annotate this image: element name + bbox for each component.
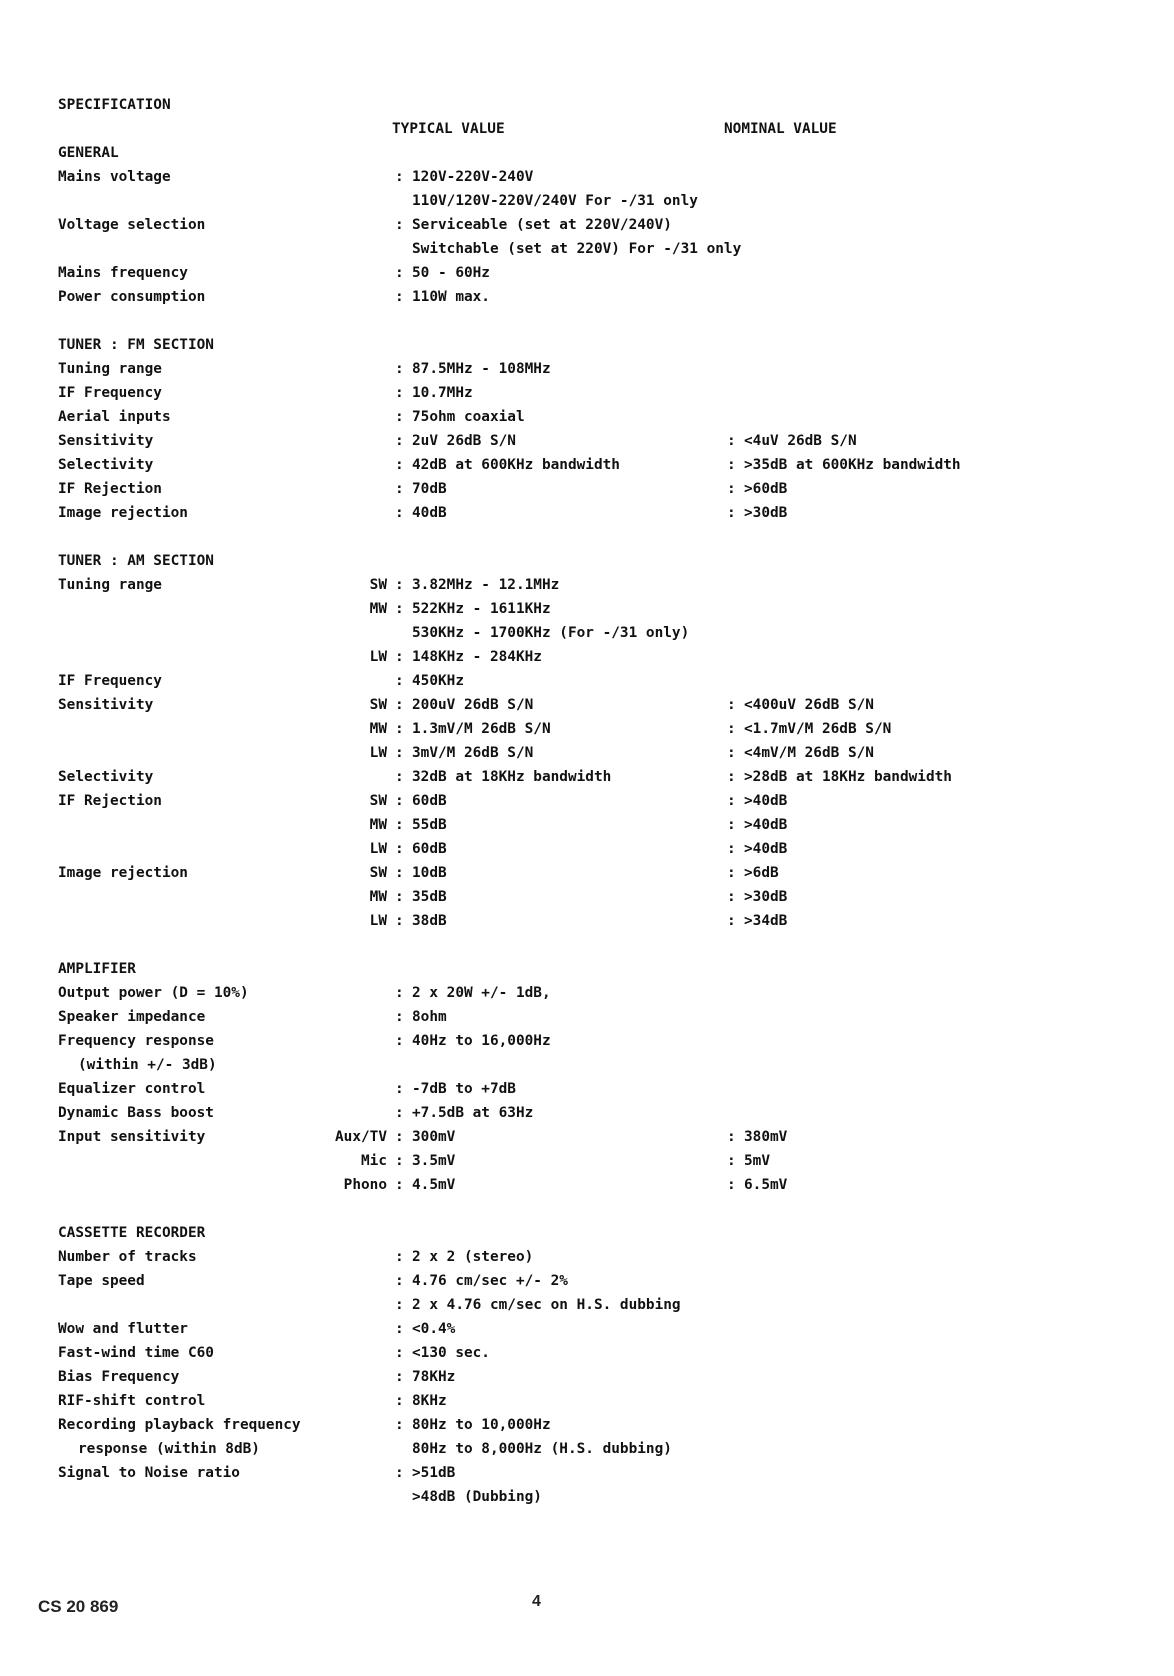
colon: : [395,1417,404,1433]
fm-heading-row [0,333,1174,357]
section-heading: GENERAL [58,145,119,161]
spec-label: IF Rejection [58,793,162,809]
typical-value: 1.3mV/M 26dB S/N [412,721,551,737]
colon: : [395,865,404,881]
colon: : [395,481,404,497]
colon: : [395,793,404,809]
spec-row [0,1317,1174,1341]
band-label: LW [369,649,387,665]
band-label: SW [369,865,387,881]
spec-label: Image rejection [58,865,188,881]
typical-value: Switchable (set at 220V) For -/31 only [412,241,742,257]
spec-label: Recording playback frequency [58,1417,301,1433]
band-label: LW [369,745,387,761]
typical-value: 80Hz to 8,000Hz (H.S. dubbing) [412,1441,672,1457]
spec-row [0,621,1174,645]
typical-value: >48dB (Dubbing) [412,1489,542,1505]
typical-value: 10dB [412,865,447,881]
colon: : [727,889,736,905]
section-heading: TUNER : AM SECTION [58,553,214,569]
spec-row [0,597,1174,621]
typical-value: 75ohm coaxial [412,409,525,425]
nominal-value-header: NOMINAL VALUE [724,121,837,137]
colon: : [727,841,736,857]
colon: : [727,1153,736,1169]
spec-label-continued: response (within 8dB) [78,1441,260,1457]
spec-label: Mains voltage [58,169,171,185]
input-label: Aux/TV [335,1129,387,1145]
general-heading-row [0,141,1174,165]
colon: : [395,913,404,929]
spec-row [0,789,1174,813]
colon: : [395,1465,404,1481]
colon: : [727,793,736,809]
typical-value: Serviceable (set at 220V/240V) [412,217,672,233]
spec-row [0,693,1174,717]
colon: : [395,169,404,185]
nominal-value: 5mV [744,1153,770,1169]
typical-value: 2 x 20W +/- 1dB, [412,985,551,1001]
nominal-value: <400uV 26dB S/N [744,697,874,713]
spec-row [0,477,1174,501]
colon: : [395,841,404,857]
colon: : [727,457,736,473]
spec-row [0,237,1174,261]
band-label: MW [369,817,387,833]
nominal-value: >60dB [744,481,788,497]
typical-value: +7.5dB at 63Hz [412,1105,534,1121]
colon: : [395,1009,404,1025]
typical-value: 42dB at 600KHz bandwidth [412,457,620,473]
typical-value: 60dB [412,793,447,809]
spec-row [0,1413,1174,1437]
spec-row [0,429,1174,453]
colon: : [395,217,404,233]
spec-row [0,813,1174,837]
spec-row [0,1125,1174,1149]
colon: : [727,1129,736,1145]
spec-label: IF Rejection [58,481,162,497]
typical-value: 70dB [412,481,447,497]
spec-label: Fast-wind time C60 [58,1345,214,1361]
nominal-value: <4mV/M 26dB S/N [744,745,874,761]
spec-row [0,1389,1174,1413]
spec-label: Number of tracks [58,1249,197,1265]
spec-row [0,405,1174,429]
typical-value: 87.5MHz - 108MHz [412,361,551,377]
typical-value: <0.4% [412,1321,456,1337]
spec-row [0,165,1174,189]
colon: : [727,865,736,881]
spec-row [0,1365,1174,1389]
typical-value: 450KHz [412,673,464,689]
colon: : [727,817,736,833]
spec-label: Aerial inputs [58,409,171,425]
band-label: MW [369,721,387,737]
spec-row [0,669,1174,693]
typical-value: >51dB [412,1465,456,1481]
colon: : [395,1081,404,1097]
spec-label: Mains frequency [58,265,188,281]
spec-label: Image rejection [58,505,188,521]
typical-value: 3.82MHz - 12.1MHz [412,577,560,593]
spec-label: Output power (D = 10%) [58,985,249,1001]
spec-label: Bias Frequency [58,1369,180,1385]
colon: : [395,385,404,401]
colon: : [395,985,404,1001]
spec-label: Wow and flutter [58,1321,188,1337]
am-heading-row [0,549,1174,573]
page-number: 4 [532,1593,541,1610]
typical-value-header: TYPICAL VALUE [392,121,505,137]
spec-row [0,1077,1174,1101]
cassette-heading-row [0,1221,1174,1245]
typical-value: 35dB [412,889,447,905]
spec-row [0,1053,1174,1077]
spec-row [0,1005,1174,1029]
spec-row [0,1149,1174,1173]
spec-label: IF Frequency [58,673,162,689]
spec-row [0,1101,1174,1125]
section-heading: CASSETTE RECORDER [58,1225,206,1241]
colon: : [395,673,404,689]
spec-row [0,285,1174,309]
typical-value: 50 - 60Hz [412,265,490,281]
spec-label: Signal to Noise ratio [58,1465,240,1481]
colon: : [395,889,404,905]
spec-label: Selectivity [58,769,154,785]
band-label: SW [369,793,387,809]
colon: : [727,505,736,521]
nominal-value: <4uV 26dB S/N [744,433,857,449]
colon: : [727,769,736,785]
spec-row [0,1269,1174,1293]
amplifier-heading-row [0,957,1174,981]
spec-label: Voltage selection [58,217,206,233]
typical-value: 80Hz to 10,000Hz [412,1417,551,1433]
typical-value: <130 sec. [412,1345,490,1361]
colon: : [727,697,736,713]
colon: : [395,361,404,377]
spec-label: IF Frequency [58,385,162,401]
typical-value: 200uV 26dB S/N [412,697,534,713]
colon: : [395,1321,404,1337]
typical-value: 8ohm [412,1009,447,1025]
nominal-value: >30dB [744,505,788,521]
typical-value: 32dB at 18KHz bandwidth [412,769,612,785]
nominal-value: >40dB [744,817,788,833]
band-label: LW [369,841,387,857]
typical-value: 4.76 cm/sec +/- 2% [412,1273,568,1289]
spec-row [0,837,1174,861]
spec-row [0,645,1174,669]
document-code: CS 20 869 [38,1597,119,1616]
typical-value: 10.7MHz [412,385,473,401]
colon: : [395,1369,404,1385]
nominal-value: >35dB at 600KHz bandwidth [744,457,961,473]
colon: : [395,1105,404,1121]
spec-row [0,717,1174,741]
typical-value: 2 x 4.76 cm/sec on H.S. dubbing [412,1297,681,1313]
spec-row [0,453,1174,477]
colon: : [727,481,736,497]
spec-label-continued: (within +/- 3dB) [78,1057,217,1073]
colon: : [727,745,736,761]
spec-label: Sensitivity [58,697,154,713]
spec-row [0,357,1174,381]
band-label: LW [369,913,387,929]
spec-row [0,381,1174,405]
colon: : [395,769,404,785]
spec-row [0,885,1174,909]
typical-value: 2 x 2 (stereo) [412,1249,534,1265]
typical-value: 530KHz - 1700KHz (For -/31 only) [412,625,690,641]
typical-value: 522KHz - 1611KHz [412,601,551,617]
spec-label: RIF-shift control [58,1393,206,1409]
colon: : [727,913,736,929]
colon: : [395,265,404,281]
colon: : [395,1297,404,1313]
spec-row [0,189,1174,213]
typical-value: 60dB [412,841,447,857]
spec-row [0,1029,1174,1053]
typical-value: 2uV 26dB S/N [412,433,516,449]
spec-row [0,981,1174,1005]
colon: : [727,721,736,737]
typical-value: 300mV [412,1129,456,1145]
spec-label: Speaker impedance [58,1009,206,1025]
typical-value: 120V-220V-240V [412,169,534,185]
spec-row [0,261,1174,285]
spec-row [0,501,1174,525]
colon: : [395,1177,404,1193]
band-label: SW [369,697,387,713]
colon: : [395,409,404,425]
column-headers [0,117,1174,141]
typical-value: 110W max. [412,289,490,305]
colon: : [395,601,404,617]
spec-label: Power consumption [58,289,206,305]
typical-value: 78KHz [412,1369,456,1385]
typical-value: 3mV/M 26dB S/N [412,745,534,761]
nominal-value: 6.5mV [744,1177,788,1193]
colon: : [395,577,404,593]
typical-value: 148KHz - 284KHz [412,649,542,665]
spec-label: Tuning range [58,361,162,377]
spec-label: Sensitivity [58,433,154,449]
spec-row [0,1173,1174,1197]
colon: : [727,433,736,449]
colon: : [395,1393,404,1409]
spec-label: Dynamic Bass boost [58,1105,214,1121]
typical-value: 110V/120V-220V/240V For -/31 only [412,193,698,209]
spec-row [0,741,1174,765]
colon: : [395,289,404,305]
input-label: Phono [343,1177,387,1193]
spec-label: Selectivity [58,457,154,473]
spec-label: Frequency response [58,1033,214,1049]
typical-value: 3.5mV [412,1153,456,1169]
spec-row [0,909,1174,933]
typical-value: 40dB [412,505,447,521]
typical-value: 4.5mV [412,1177,456,1193]
colon: : [395,433,404,449]
section-heading: AMPLIFIER [58,961,136,977]
colon: : [395,1345,404,1361]
colon: : [395,649,404,665]
band-label: MW [369,889,387,905]
colon: : [395,1249,404,1265]
nominal-value: >30dB [744,889,788,905]
nominal-value: >34dB [744,913,788,929]
nominal-value: 380mV [744,1129,788,1145]
colon: : [727,1177,736,1193]
colon: : [395,697,404,713]
title-row [0,93,1174,117]
spec-row [0,861,1174,885]
spec-row [0,1437,1174,1461]
typical-value: 40Hz to 16,000Hz [412,1033,551,1049]
band-label: SW [369,577,387,593]
page-title: SPECIFICATION [58,97,171,113]
nominal-value: >40dB [744,841,788,857]
colon: : [395,1153,404,1169]
colon: : [395,457,404,473]
spec-row [0,1461,1174,1485]
band-label: MW [369,601,387,617]
nominal-value: >6dB [744,865,779,881]
spec-row [0,1245,1174,1269]
spec-row [0,1485,1174,1509]
colon: : [395,1273,404,1289]
spec-label: Tape speed [58,1273,145,1289]
spec-label: Tuning range [58,577,162,593]
spec-row [0,765,1174,789]
section-heading: TUNER : FM SECTION [58,337,214,353]
colon: : [395,745,404,761]
spec-row [0,213,1174,237]
nominal-value: >40dB [744,793,788,809]
spec-row [0,1341,1174,1365]
colon: : [395,721,404,737]
nominal-value: >28dB at 18KHz bandwidth [744,769,952,785]
nominal-value: <1.7mV/M 26dB S/N [744,721,892,737]
spec-label: Input sensitivity [58,1129,206,1145]
typical-value: 38dB [412,913,447,929]
typical-value: 8KHz [412,1393,447,1409]
spec-label: Equalizer control [58,1081,206,1097]
colon: : [395,1129,404,1145]
colon: : [395,817,404,833]
input-label: Mic [361,1153,387,1169]
typical-value: -7dB to +7dB [412,1081,516,1097]
colon: : [395,505,404,521]
colon: : [395,1033,404,1049]
spec-row [0,573,1174,597]
typical-value: 55dB [412,817,447,833]
spec-row [0,1293,1174,1317]
